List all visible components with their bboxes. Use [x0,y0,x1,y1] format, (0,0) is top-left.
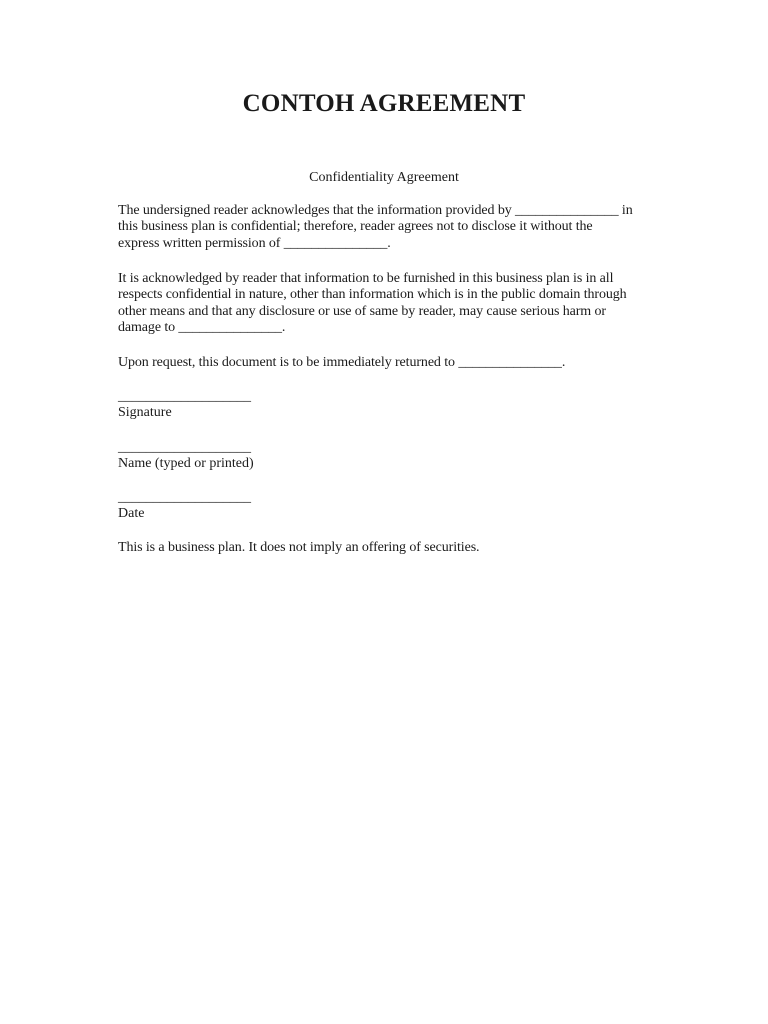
paragraph-line: other means and that any disclosure or use of same by reader, may cause serious harm or [118,303,606,319]
paragraph-line: express written permission of _______________. [118,235,391,251]
signature-label: Signature [118,405,172,421]
paragraph-line: The undersigned reader acknowledges that the information provided by _______________ in [118,203,633,218]
document-title: CONTOH AGREEMENT [242,90,526,117]
paragraph-acknowledgement [118,203,658,252]
paragraph-return [118,355,658,371]
date-label: Date [118,506,145,522]
paragraph-line: Upon request, this document is to be immediately returned to _______________. [118,355,566,370]
paragraph-line: this business plan is confidential; therefore, reader agrees not to disclose it without the [118,219,593,235]
footer-note-text: This is a business plan. It does not imply an offering of securities. [118,540,480,555]
name-blank: ___________________ [118,440,251,455]
name-label: Name (typed or printed) [118,456,254,472]
signature-block [118,389,418,422]
footer-note [118,540,658,556]
document-subtitle: Confidentiality Agreement [309,170,459,185]
paragraph-confidentiality [118,271,658,337]
date-block [118,490,418,523]
paragraph-line: It is acknowledged by reader that information to be furnished in this business plan is in all [118,271,614,286]
paragraph-line: damage to _______________. [118,320,286,336]
date-blank: ___________________ [118,490,251,505]
name-block [118,440,418,473]
paragraph-line: respects confidential in nature, other than information which is in the public domain through [118,287,627,303]
signature-blank: ___________________ [118,389,251,404]
